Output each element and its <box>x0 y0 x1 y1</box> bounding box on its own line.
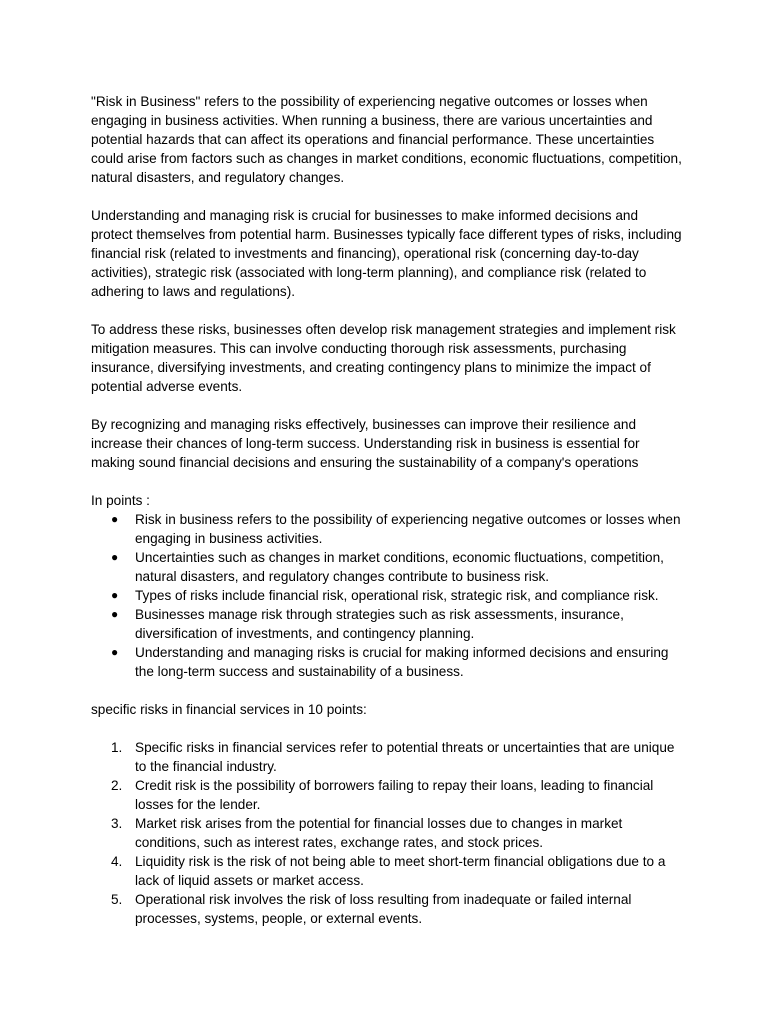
bullet-item <box>91 548 683 586</box>
item-number: 1. <box>111 740 123 755</box>
points-heading: In points : <box>91 493 150 508</box>
bullet-item <box>91 605 683 643</box>
bullet-item <box>91 643 683 681</box>
bullet-icon: ● <box>111 512 119 526</box>
bullet-list <box>91 510 683 681</box>
specific-risks-heading: specific risks in financial services in 10 points: <box>91 702 367 717</box>
conclusion-paragraph: By recognizing and managing risks effectively, businesses can improve their resilience and increase their chances of long-term success. Understanding risk in business is essential for making sound financial decisions and ensuring the sustainability of a company's operations <box>91 417 640 470</box>
managing-risk-paragraph: Understanding and managing risk is crucial for businesses to make informed decisions and protect themselves from potential harm. Businesses typically face different types of risks, including financial risk (related to investments and financing), operational risk (concerning day-to-day activities), strategic risk (associated with long-term planning), and compliance risk (related to adhering to laws and regulations). <box>91 208 682 299</box>
mitigation-paragraph: To address these risks, businesses often develop risk management strategies and implement risk mitigation measures. This can involve conducting thorough risk assessments, purchasing insurance, diversifying investments, and creating contingency plans to minimize the impact of potential adverse events. <box>91 322 676 394</box>
bullet-item <box>91 586 683 605</box>
item-number: 5. <box>111 892 123 907</box>
numbered-item <box>91 738 683 776</box>
bullet-text: Risk in business refers to the possibility of experiencing negative outcomes or losses when engaging in business activities. <box>135 512 681 546</box>
bullet-icon: ● <box>111 607 119 621</box>
item-number: 4. <box>111 854 123 869</box>
item-text: Liquidity risk is the risk of not being able to meet short-term financial obligations due to a lack of liquid assets or market access. <box>135 854 666 888</box>
item-text: Operational risk involves the risk of loss resulting from inadequate or failed internal processes, systems, people, or external events. <box>135 892 632 926</box>
bullet-text: Types of risks include financial risk, operational risk, strategic risk, and compliance risk. <box>135 588 659 603</box>
document-body <box>91 92 683 928</box>
bullet-text: Uncertainties such as changes in market conditions, economic fluctuations, competition, natural disasters, and regulatory changes contribute to business risk. <box>135 550 664 584</box>
bullet-text: Businesses manage risk through strategies such as risk assessments, insurance, diversification of investments, and contingency planning. <box>135 607 624 641</box>
bullet-icon: ● <box>111 645 119 659</box>
bullet-icon: ● <box>111 588 119 602</box>
item-number: 3. <box>111 816 123 831</box>
numbered-item <box>91 890 683 928</box>
item-text: Specific risks in financial services refer to potential threats or uncertainties that are unique to the financial industry. <box>135 740 675 774</box>
bullet-text: Understanding and managing risks is crucial for making informed decisions and ensuring the long-term success and sustainability of a business. <box>135 645 669 679</box>
bullet-item <box>91 510 683 548</box>
numbered-item <box>91 776 683 814</box>
numbered-list <box>91 738 683 928</box>
item-text: Market risk arises from the potential for financial losses due to changes in market conditions, such as interest rates, exchange rates, and stock prices. <box>135 816 623 850</box>
numbered-item <box>91 852 683 890</box>
item-number: 2. <box>111 778 123 793</box>
item-text: Credit risk is the possibility of borrowers failing to repay their loans, leading to financial losses for the lender. <box>135 778 654 812</box>
numbered-item <box>91 814 683 852</box>
bullet-icon: ● <box>111 550 119 564</box>
intro-paragraph: "Risk in Business" refers to the possibility of experiencing negative outcomes or losses when engaging in business activities. When running a business, there are various uncertainties and potential hazards that can affect its operations and financial performance. These uncertainties could arise from factors such as changes in market conditions, economic fluctuations, competition, natural disasters, and regulatory changes. <box>91 94 682 185</box>
